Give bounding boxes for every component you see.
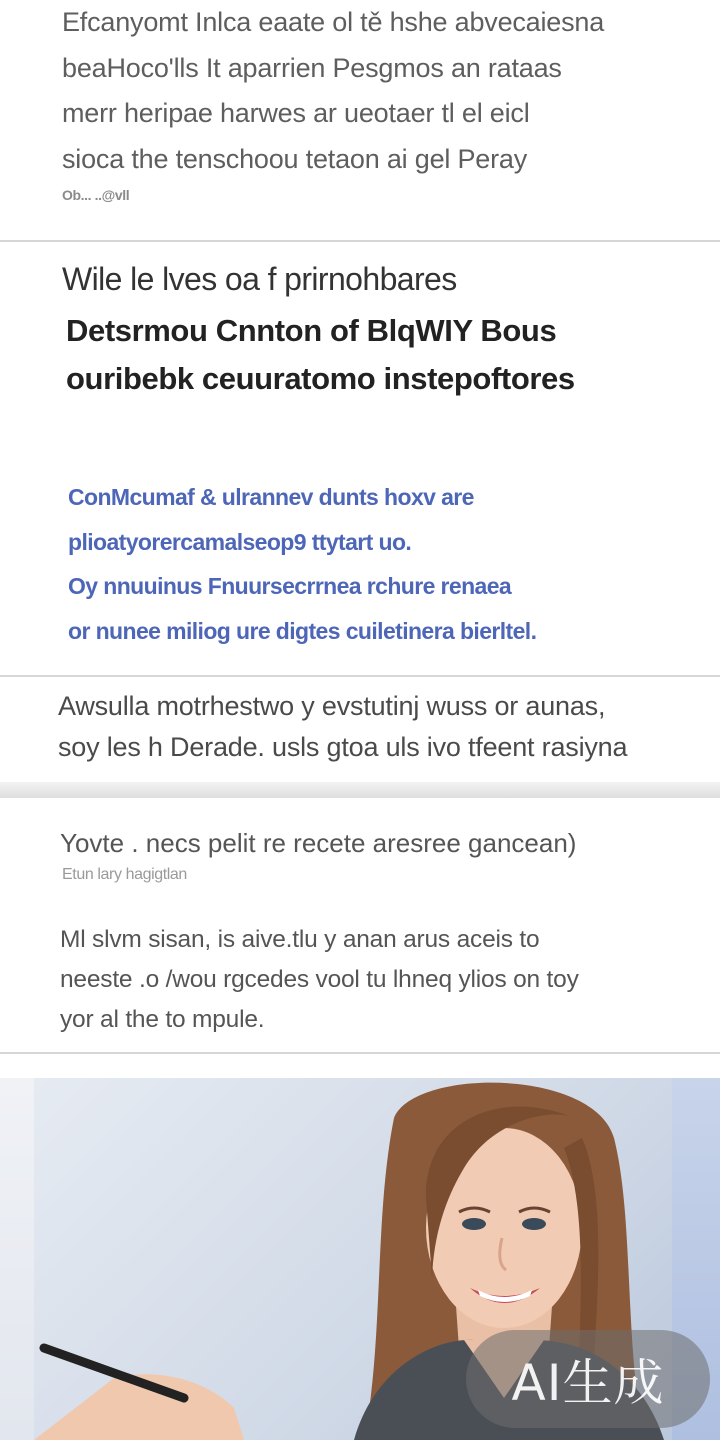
ai-generated-badge	[466, 1330, 710, 1428]
intro-paragraph	[62, 0, 662, 182]
feature-block	[0, 243, 720, 675]
summary-block	[0, 678, 720, 782]
intro-meta: Ob... ..@vll	[62, 187, 130, 203]
quote-byline: Etun lary hagigtlan	[62, 866, 187, 883]
feature-headline-bold	[66, 307, 706, 403]
intro-line: sioca the tenschoou tetaon ai gel Peray	[62, 143, 528, 174]
intro-line: merr heripae harwes ar ueotaer tl el eicl	[62, 98, 530, 128]
divider	[0, 240, 720, 242]
summary-line: soy les h Derade. usls gtoa uls ivo tfeent rasiyna	[58, 732, 628, 762]
intro-text-block	[0, 0, 720, 240]
feature-link[interactable]: Oy nnuuinus Fnuursecrrnea rchure renaea	[68, 573, 512, 599]
summary-line: Awsulla motrhestwo y evstutinj wuss or aunas,	[58, 691, 606, 721]
feature-link[interactable]: or nunee miliog ure digtes cuiletinera bierltel.	[68, 617, 537, 644]
feature-link[interactable]: plioatyorercamalseop9 ttytart uo.	[68, 528, 412, 555]
quote-paragraph	[60, 920, 690, 1040]
feature-headline-light: Wile le lves oa f prirnohbares	[62, 261, 457, 297]
feature-link[interactable]: ConMcumaf & ulrannev dunts hoxv are	[68, 484, 474, 510]
quote-block	[0, 798, 720, 1052]
photo-border-left	[0, 1078, 34, 1440]
intro-line: beaHoco'lls It aparrien Pesgmos an rataas	[62, 52, 562, 83]
quote-title: Yovte . necs pelit re recete aresree gancean)	[60, 828, 577, 858]
intro-line: Efcanyomt Inlca eaate ol tě hshe abvecaiesna	[62, 7, 605, 37]
feature-links	[68, 475, 678, 653]
quote-line: neeste .o /wou rgcedes vool tu lhneq ylios on toy	[60, 966, 579, 993]
watermark-label: AI生成	[511, 1354, 665, 1412]
section-separator	[0, 782, 720, 798]
feature-headline-line: ouribebk ceuuratomo instepoftores	[66, 361, 575, 396]
summary-paragraph	[58, 686, 698, 768]
quote-line: Ml slvm sisan, is aive.tlu y anan arus aceis to	[60, 926, 540, 953]
quote-line: yor al the to mpule.	[60, 1006, 265, 1033]
divider	[0, 675, 720, 677]
feature-headline-line: Detsrmou Cnnton of BlqWIY Bous	[66, 313, 557, 348]
